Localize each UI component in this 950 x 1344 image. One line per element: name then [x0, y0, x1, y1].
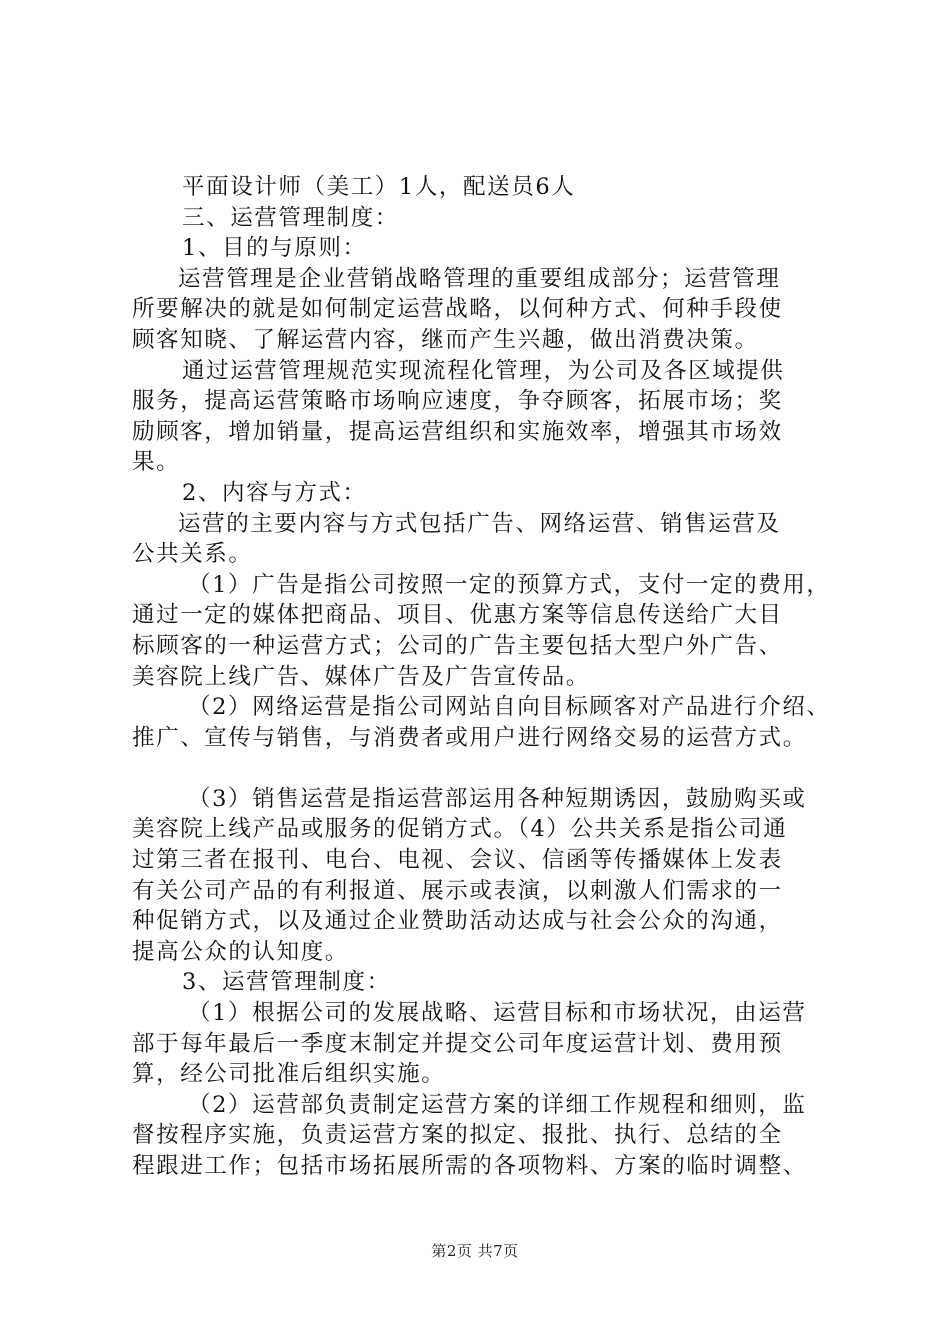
paragraph-line: 美容院上线产品或服务的促销方式。（4）公共关系是指公司通	[132, 816, 788, 843]
subsection-heading: 3、运营管理制度：	[182, 969, 391, 996]
paragraph-line: 提高公众的认知度。	[132, 938, 349, 965]
paragraph-line: 顾客知晓、了解运营内容，继而产生兴趣，做出消费决策。	[132, 326, 759, 353]
paragraph-line: 服务，提高运营策略市场响应速度，争夺顾客，拓展市场；奖	[132, 388, 783, 415]
subsection-heading: 1、目的与原则：	[182, 235, 367, 262]
paragraph-line: 种促销方式，以及通过企业赞助活动达成与社会公众的沟通，	[132, 908, 783, 935]
paragraph-line: 果。	[132, 449, 181, 476]
paragraph-line: 运营管理是企业营销战略管理的重要组成部分；运营管理	[178, 265, 781, 292]
paragraph-line: （2）网络运营是指公司网站自向目标顾客对产品进行介绍、	[188, 694, 831, 721]
paragraph-line: 程跟进工作；包括市场拓展所需的各项物料、方案的临时调整、	[132, 1153, 807, 1179]
paragraph-line: （1）广告是指公司按照一定的预算方式，支付一定的费用，	[188, 571, 831, 598]
page-number-footer: 第2页 共7页	[431, 1242, 519, 1260]
paragraph-line: （2）运营部负责制定运营方案的详细工作规程和细则，监	[188, 1091, 807, 1118]
text-line: 平面设计师（美工）1人，配送员6人	[182, 174, 576, 200]
paragraph-line: 通过一定的媒体把商品、项目、优惠方案等信息传送给广大目	[132, 602, 783, 629]
paragraph-line: 算，经公司批准后组织实施。	[132, 1061, 446, 1088]
paragraph-line: 励顾客，增加销量，提高运营组织和实施效率，增强其市场效	[132, 418, 783, 445]
paragraph-line: （1）根据公司的发展战略、运营目标和市场状况，由运营	[188, 1000, 807, 1027]
paragraph-line: 所要解决的就是如何制定运营战略，以何种方式、何种手段使	[132, 296, 783, 323]
paragraph-line: 通过运营管理规范实现流程化管理，为公司及各区域提供	[182, 357, 785, 384]
paragraph-line: 公共关系。	[132, 541, 253, 568]
paragraph-line: 推广、宣传与销售，与消费者或用户进行网络交易的运营方式。	[132, 724, 807, 751]
paragraph-line: 有关公司产品的有利报道、展示或表演，以刺激人们需求的一	[132, 877, 783, 904]
paragraph-line: 部于每年最后一季度末制定并提交公司年度运营计划、费用预	[132, 1030, 783, 1057]
paragraph-line: 督按程序实施，负责运营方案的拟定、报批、执行、总结的全	[132, 1122, 783, 1149]
document-body	[132, 172, 832, 1182]
blank-line	[132, 753, 832, 784]
paragraph-line: 美容院上线广告、媒体广告及广告宣传品。	[132, 663, 590, 690]
section-heading: 三、运营管理制度：	[182, 204, 399, 231]
paragraph-line: 标顾客的一种运营方式；公司的广告主要包括大型户外广告、	[132, 632, 783, 659]
subsection-heading: 2、内容与方式：	[182, 479, 367, 506]
paragraph-line: （3）销售运营是指运营部运用各种短期诱因，鼓励购买或	[188, 785, 807, 812]
paragraph-line: 过第三者在报刊、电台、电视、会议、信函等传播媒体上发表	[132, 847, 783, 874]
paragraph-line: 运营的主要内容与方式包括广告、网络运营、销售运营及	[178, 510, 781, 537]
